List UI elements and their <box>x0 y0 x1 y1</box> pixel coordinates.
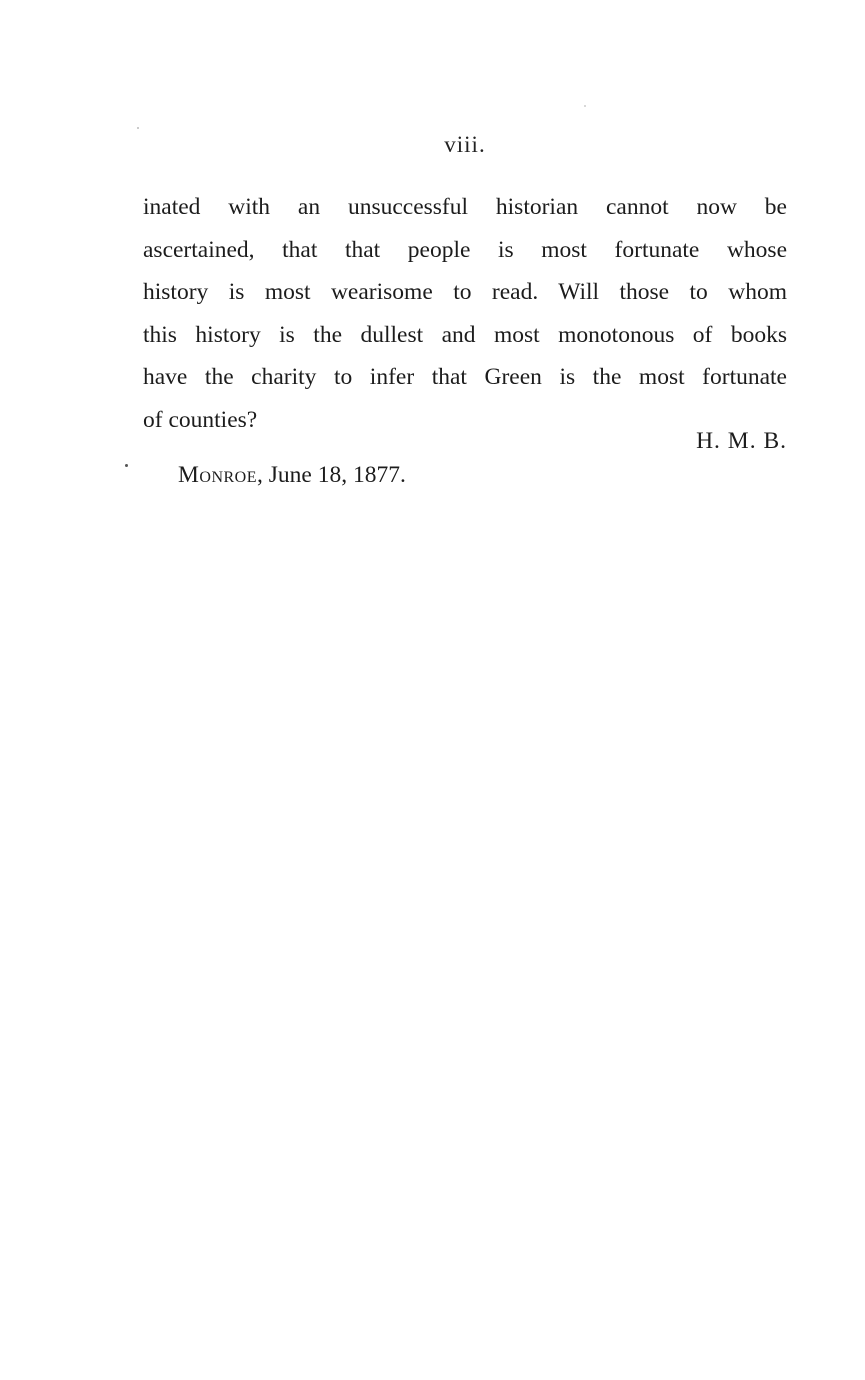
scan-speck <box>125 464 128 467</box>
dateline-date: , June 18, 1877. <box>257 462 406 488</box>
paragraph-line: this history is the dullest and most monotonous of books <box>143 321 787 348</box>
paragraph-line: ascertained, that that people is most fortunate whose <box>143 236 787 263</box>
scan-speck <box>584 105 586 107</box>
paragraph-line: have the charity to infer that Green is the most fortunate <box>143 364 787 390</box>
author-signature: H. M. B. <box>696 428 787 454</box>
paragraph-line: history is most wearisome to read. Will those to whom <box>143 279 787 305</box>
paragraph-line: inated with an unsuccessful historian cannot now be <box>143 194 787 220</box>
paragraph-line: of counties? <box>143 406 258 433</box>
page-number: viii. <box>444 132 486 157</box>
scan-speck <box>137 127 139 129</box>
dateline <box>178 462 406 489</box>
preface-paragraph <box>143 186 787 441</box>
dateline-place: Monroe <box>178 462 258 488</box>
